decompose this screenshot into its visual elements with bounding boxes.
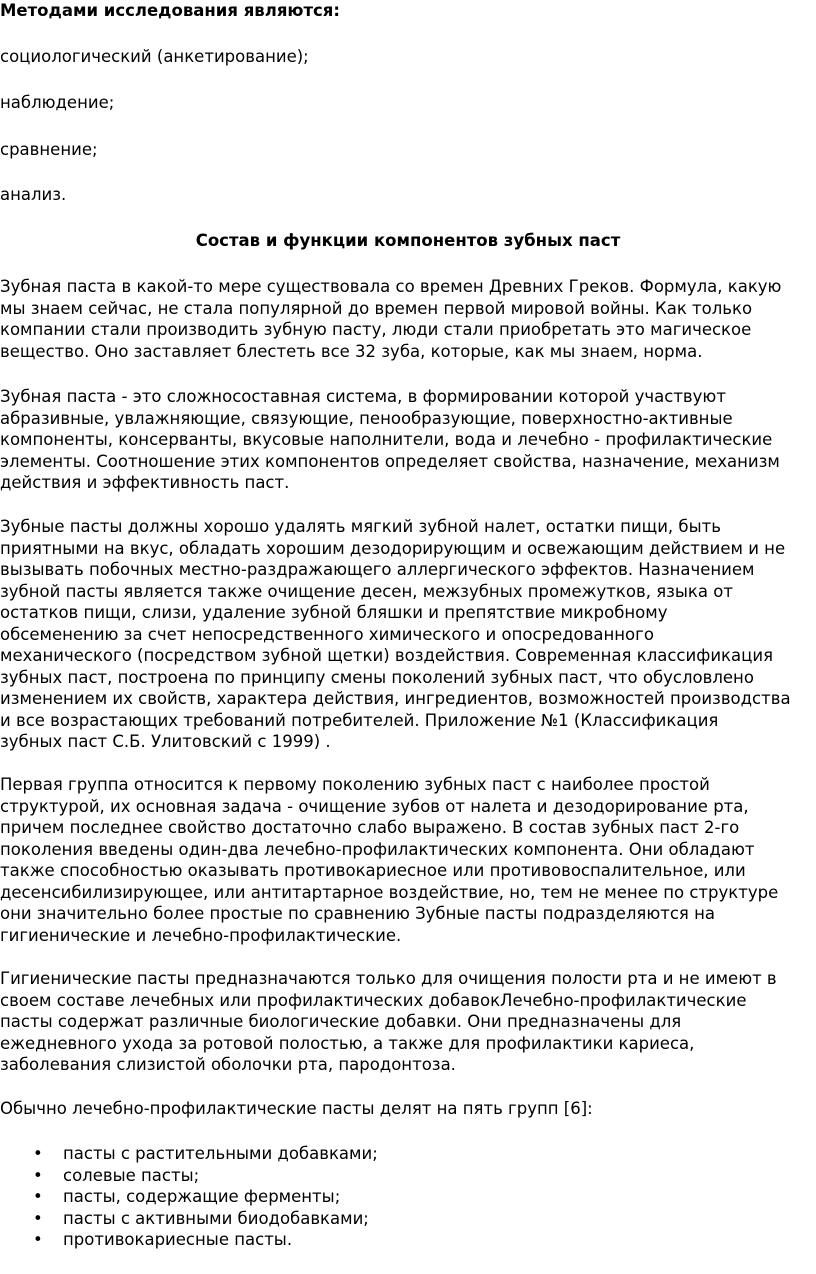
paragraph-line: и все возрастающих требований потребителей. Приложение №1 (Классификация <box>0 710 719 730</box>
paragraph-line: приятными на вкус, обладать хорошим дезодорирующим и освежающим действием и не <box>0 538 786 558</box>
paragraph-line: мы знаем сейчас, не стала популярной до времен первой мировой войны. Как только <box>0 298 753 318</box>
methods-heading: Методами исследования являются: <box>0 1 340 20</box>
paragraph-history <box>0 276 816 362</box>
paragraph-line: остатков пищи, слизи, удаление зубной бляшки и препятствие микробному <box>0 603 668 622</box>
paragraph-line: изменением их свойств, характера действия, ингредиентов, возможностей производства <box>0 689 791 708</box>
paragraph-line: зубных паст С.Б. Улитовский с 1999) . <box>0 732 331 751</box>
paragraph-line: своем составе лечебных или профилактических добавокЛечебно-профилактические <box>0 990 747 1010</box>
list-item-text: солевые пасты; <box>63 1165 200 1185</box>
paragraph-line: Обычно лечебно-профилактические пасты делят на пять групп [6]: <box>0 1099 593 1118</box>
bullet-icon: • <box>33 1165 43 1185</box>
paragraph-line: также способностью оказывать противокариесное или противовоспалительное, или <box>0 861 746 880</box>
paragraph-line: Зубная паста в какой-то мере существовала со времен Древних Греков. Формула, какую <box>0 277 782 296</box>
paragraph-line: зубных паст, построена по принципу смены поколений зубных паст, что обусловлено <box>0 667 754 687</box>
method-item: наблюдение; <box>0 93 115 112</box>
paragraph-line: элементы. Соотношение этих компонентов определяет свойства, назначение, механизм <box>0 451 780 471</box>
method-item: сравнение; <box>0 140 98 159</box>
list-item-text: пасты с активными биодобавками; <box>63 1208 369 1228</box>
method-item: анализ. <box>0 185 67 204</box>
paragraph-line: абразивные, увлажняющие, связующие, пенообразующие, поверхностно-активные <box>0 408 733 428</box>
paragraph-line: структурой, их основная задача - очищение зубов от налета и дезодорирование рта, <box>0 796 749 816</box>
paragraph-line: Зубные пасты должны хорошо удалять мягкий зубной налет, остатки пищи, быть <box>0 517 721 536</box>
paragraph-groups-intro <box>0 1098 816 1120</box>
paragraph-line: действия и эффективность паст. <box>0 473 290 492</box>
bullet-icon: • <box>33 1144 43 1163</box>
paragraph-line: они значительно более простые по сравнению Зубные пасты подразделяются на <box>0 904 715 923</box>
list-item-text: пасты, содержащие ферменты; <box>63 1187 341 1206</box>
paragraph-line: ежедневного ухода за ротовой полостью, а также для профилактики кариеса, <box>0 1033 695 1053</box>
paragraph-line: поколения введены один-два лечебно-профилактических компонента. Они обладают <box>0 839 755 859</box>
paragraph-line: гигиенические и лечебно-профилактические. <box>0 925 402 945</box>
method-item: социологический (анкетирование); <box>0 47 309 66</box>
paragraph-line: причем последнее свойство достаточно слабо выражено. В состав зубных паст 2-го <box>0 818 740 837</box>
paragraph-hygienic <box>0 968 816 1076</box>
paragraph-line: механического (посредством зубной щетки) воздействия. Современная классификация <box>0 646 774 665</box>
paragraph-requirements <box>0 516 816 753</box>
section-title: Состав и функции компонентов зубных паст <box>195 231 621 250</box>
paragraph-line: десенсибилизирующее, или антитартарное воздействие, но, тем не менее по структуре <box>0 882 779 902</box>
paragraph-composition <box>0 386 816 494</box>
paragraph-line: Первая группа относится к первому поколению зубных паст с наиболее простой <box>0 775 710 794</box>
paragraph-line: заболевания слизистой оболочки рта, пародонтоза. <box>0 1055 456 1074</box>
bullet-icon: • <box>33 1230 43 1249</box>
paragraph-line: Зубная паста - это сложносоставная система, в формировании которой участвуют <box>0 387 726 406</box>
bullet-icon: • <box>33 1208 43 1228</box>
paragraph-line: Гигиенические пасты предназначаются только для очищения полости рта и не имеют в <box>0 969 777 988</box>
list-item-text: пасты с растительными добавками; <box>63 1144 378 1163</box>
paragraph-line: вызывать побочных местно-раздражающего аллергического эффектов. Назначением <box>0 560 755 579</box>
paragraph-line: обсеменению за счет непосредственного химического и опосредованного <box>0 624 654 644</box>
paragraph-line: компоненты, консерванты, вкусовые наполнители, вода и лечебно - профилактические <box>0 430 773 449</box>
paragraph-generations <box>0 774 816 946</box>
paragraph-line: зубной пасты является также очищение десен, межзубных промежутков, языка от <box>0 581 733 601</box>
paragraph-line: пасты содержат различные биологические добавки. Они предназначены для <box>0 1012 682 1031</box>
bullet-icon: • <box>33 1187 43 1206</box>
paragraph-line: компании стали производить зубную пасту, люди стали приобретать это магическое <box>0 320 752 339</box>
paragraph-line: вещество. Оно заставляет блестеть все 32 зуба, которые, как мы знаем, норма. <box>0 341 703 361</box>
list-item-text: противокариесные пасты. <box>63 1230 293 1249</box>
